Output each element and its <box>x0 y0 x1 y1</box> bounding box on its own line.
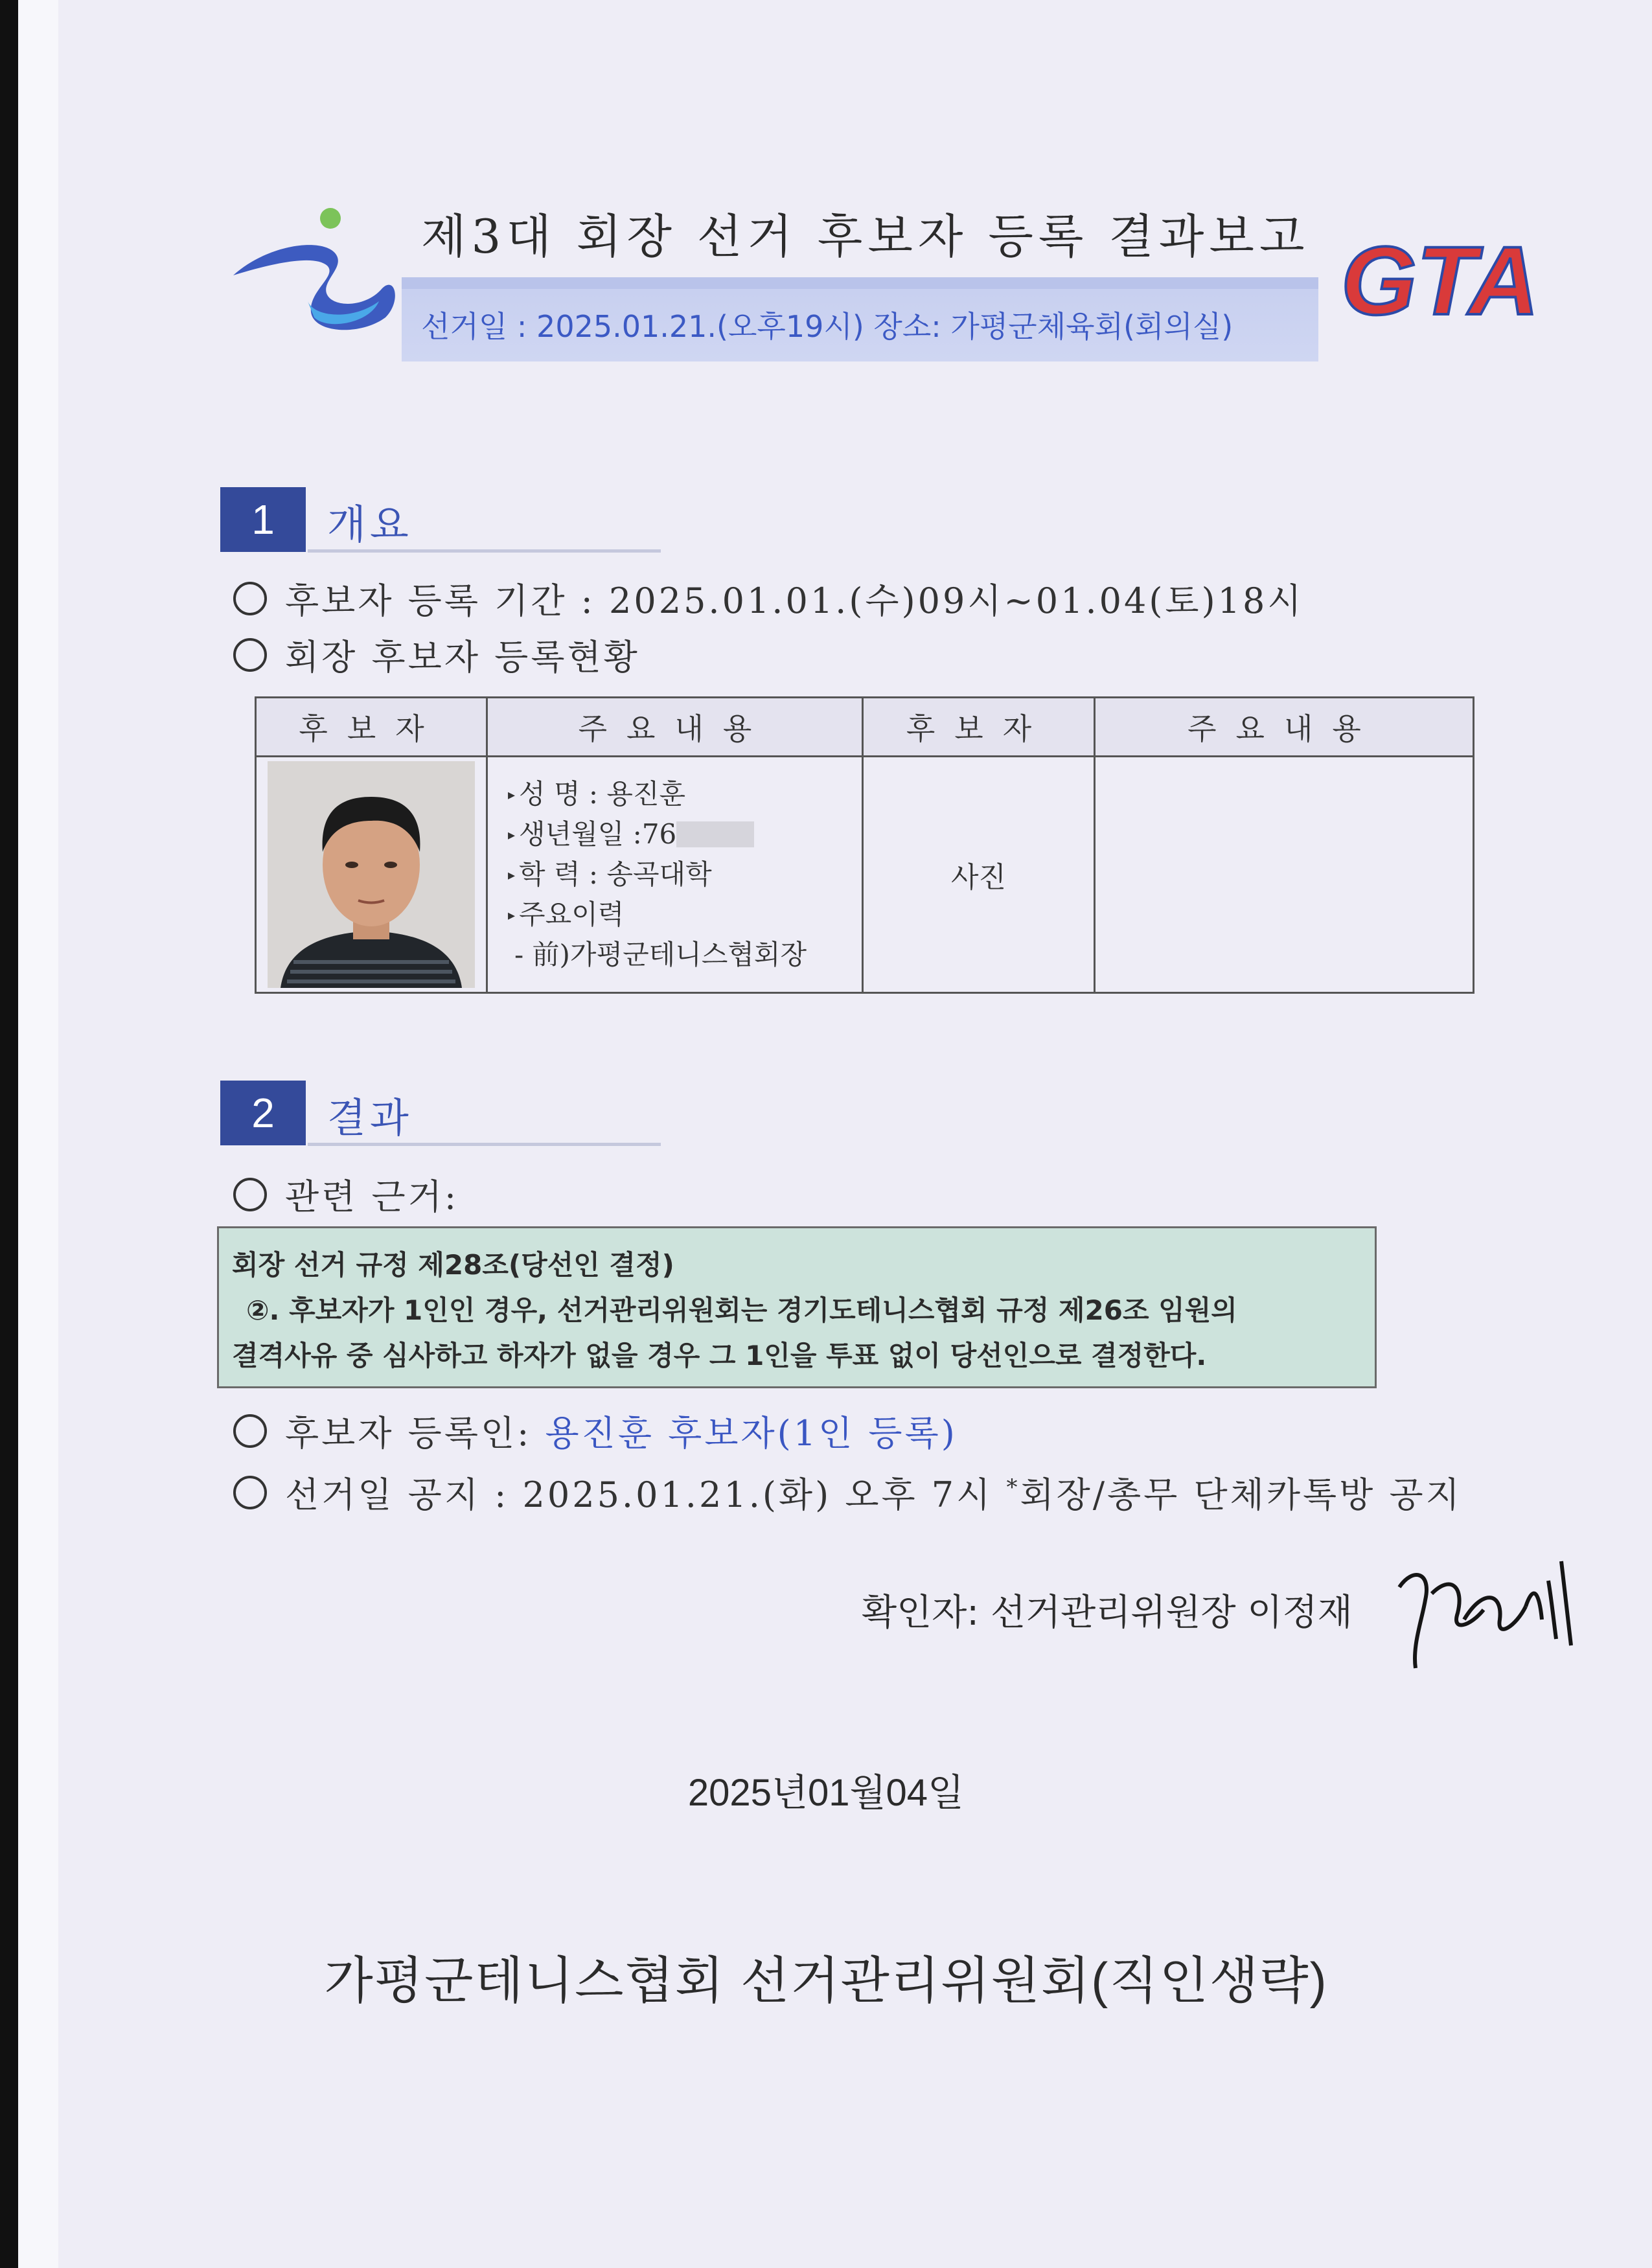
registration-status-text: 회장 후보자 등록현황 <box>285 637 640 678</box>
candidate2-details-cell <box>1095 757 1474 993</box>
association-logo <box>230 204 398 334</box>
election-info: 선거일 : 2025.01.21.(오후19시) 장소: 가평군체육회(회의실) <box>421 309 1233 344</box>
section1-underline <box>308 549 661 553</box>
table-row <box>256 757 1474 993</box>
career-row <box>508 895 861 935</box>
candidate2-photo-cell: 사진 <box>863 757 1095 993</box>
circle-bullet-icon <box>233 582 267 615</box>
section2-number: 2 <box>220 1081 306 1145</box>
triangle-bullet-icon: ▸ <box>508 867 516 884</box>
header-candidate-1: 후보자 <box>256 698 487 757</box>
section1-number: 1 <box>220 487 306 552</box>
name-row <box>508 775 861 815</box>
notice-tail: 회장/총무 단체카톡방 공지 <box>1020 1474 1462 1515</box>
candidate-photo <box>268 761 475 988</box>
gta-logo <box>1335 226 1539 335</box>
scan-edge <box>0 0 18 2268</box>
notice-label: 선거일 공지 : 2025.01.21.(화) 오후 7시 <box>285 1474 1007 1515</box>
section2-title: 결과 <box>327 1094 413 1141</box>
gta-logo-text: GTA <box>1341 226 1539 335</box>
rule-line-2: 결격사유 중 심사하고 하자가 없을 경우 그 1인을 투표 없이 당선인으로 결정한다. <box>232 1340 1207 1371</box>
document-title: 제3대 회장 선거 후보자 등록 결과보고 <box>421 209 1310 264</box>
section2-underline <box>308 1143 661 1146</box>
candidate-photo-cell <box>256 757 487 993</box>
header-candidate-2: 후보자 <box>863 698 1095 757</box>
candidate-table <box>255 696 1474 994</box>
notice-line <box>233 1467 1462 1517</box>
circle-bullet-icon <box>233 638 267 672</box>
circle-bullet-icon <box>233 1476 267 1509</box>
table-header-row <box>256 698 1474 757</box>
redaction-block <box>676 821 754 847</box>
section1-header <box>220 487 661 552</box>
issuer: 가평군테니스협회 선거관리위원회(직인생략) <box>324 1952 1328 2009</box>
section2-header <box>220 1081 661 1145</box>
rule-title: 회장 선거 규정 제28조(당선인 결정) <box>232 1249 674 1281</box>
birth-text: 생년월일 :76 <box>519 818 677 850</box>
career-label: 주요이력 <box>519 899 625 930</box>
title-block <box>402 201 1322 361</box>
registrant-label: 후보자 등록인: <box>285 1413 545 1454</box>
document-date: 2025년01월04일 <box>687 1772 965 1814</box>
header-details-1: 주요내용 <box>487 698 863 757</box>
handwritten-signature <box>1386 1548 1581 1678</box>
name-text: 성 명 : 용진훈 <box>519 778 686 810</box>
scan-margin <box>18 0 58 2268</box>
header-details-2: 주요내용 <box>1095 698 1474 757</box>
confirmation-line: 확인자: 선거관리위원장 이정재 <box>862 1592 1353 1634</box>
notice-mark: * <box>1006 1474 1020 1500</box>
circle-bullet-icon <box>233 1178 267 1211</box>
section1-title: 개요 <box>327 501 413 548</box>
career-item: - 前)가평군테니스협회장 <box>514 939 807 970</box>
registration-period <box>233 573 1304 623</box>
registrant-value: 용진훈 후보자(1인 등록) <box>545 1413 958 1454</box>
candidate-info <box>488 775 861 974</box>
title-band <box>402 277 1318 361</box>
basis-label: 관련 근거: <box>285 1176 459 1217</box>
triangle-bullet-icon: ▸ <box>508 787 516 803</box>
registration-status <box>233 630 640 680</box>
school-text: 학 력 : 송곡대학 <box>519 858 712 890</box>
rule-line-1: ②. 후보자가 1인인 경우, 선거관리위원회는 경기도테니스협회 규정 제26조 임원의 <box>246 1294 1237 1326</box>
circle-bullet-icon <box>233 1414 267 1448</box>
triangle-bullet-icon: ▸ <box>508 827 516 843</box>
candidate-details-cell <box>487 757 863 993</box>
triangle-bullet-icon: ▸ <box>508 908 516 924</box>
birth-row <box>508 815 861 855</box>
basis-line <box>233 1169 459 1219</box>
school-row <box>508 855 861 895</box>
rule-box <box>217 1226 1377 1388</box>
registration-period-text: 후보자 등록 기간 : 2025.01.01.(수)09시~01.04(토)18시 <box>285 580 1304 621</box>
registrant-line <box>233 1406 958 1456</box>
